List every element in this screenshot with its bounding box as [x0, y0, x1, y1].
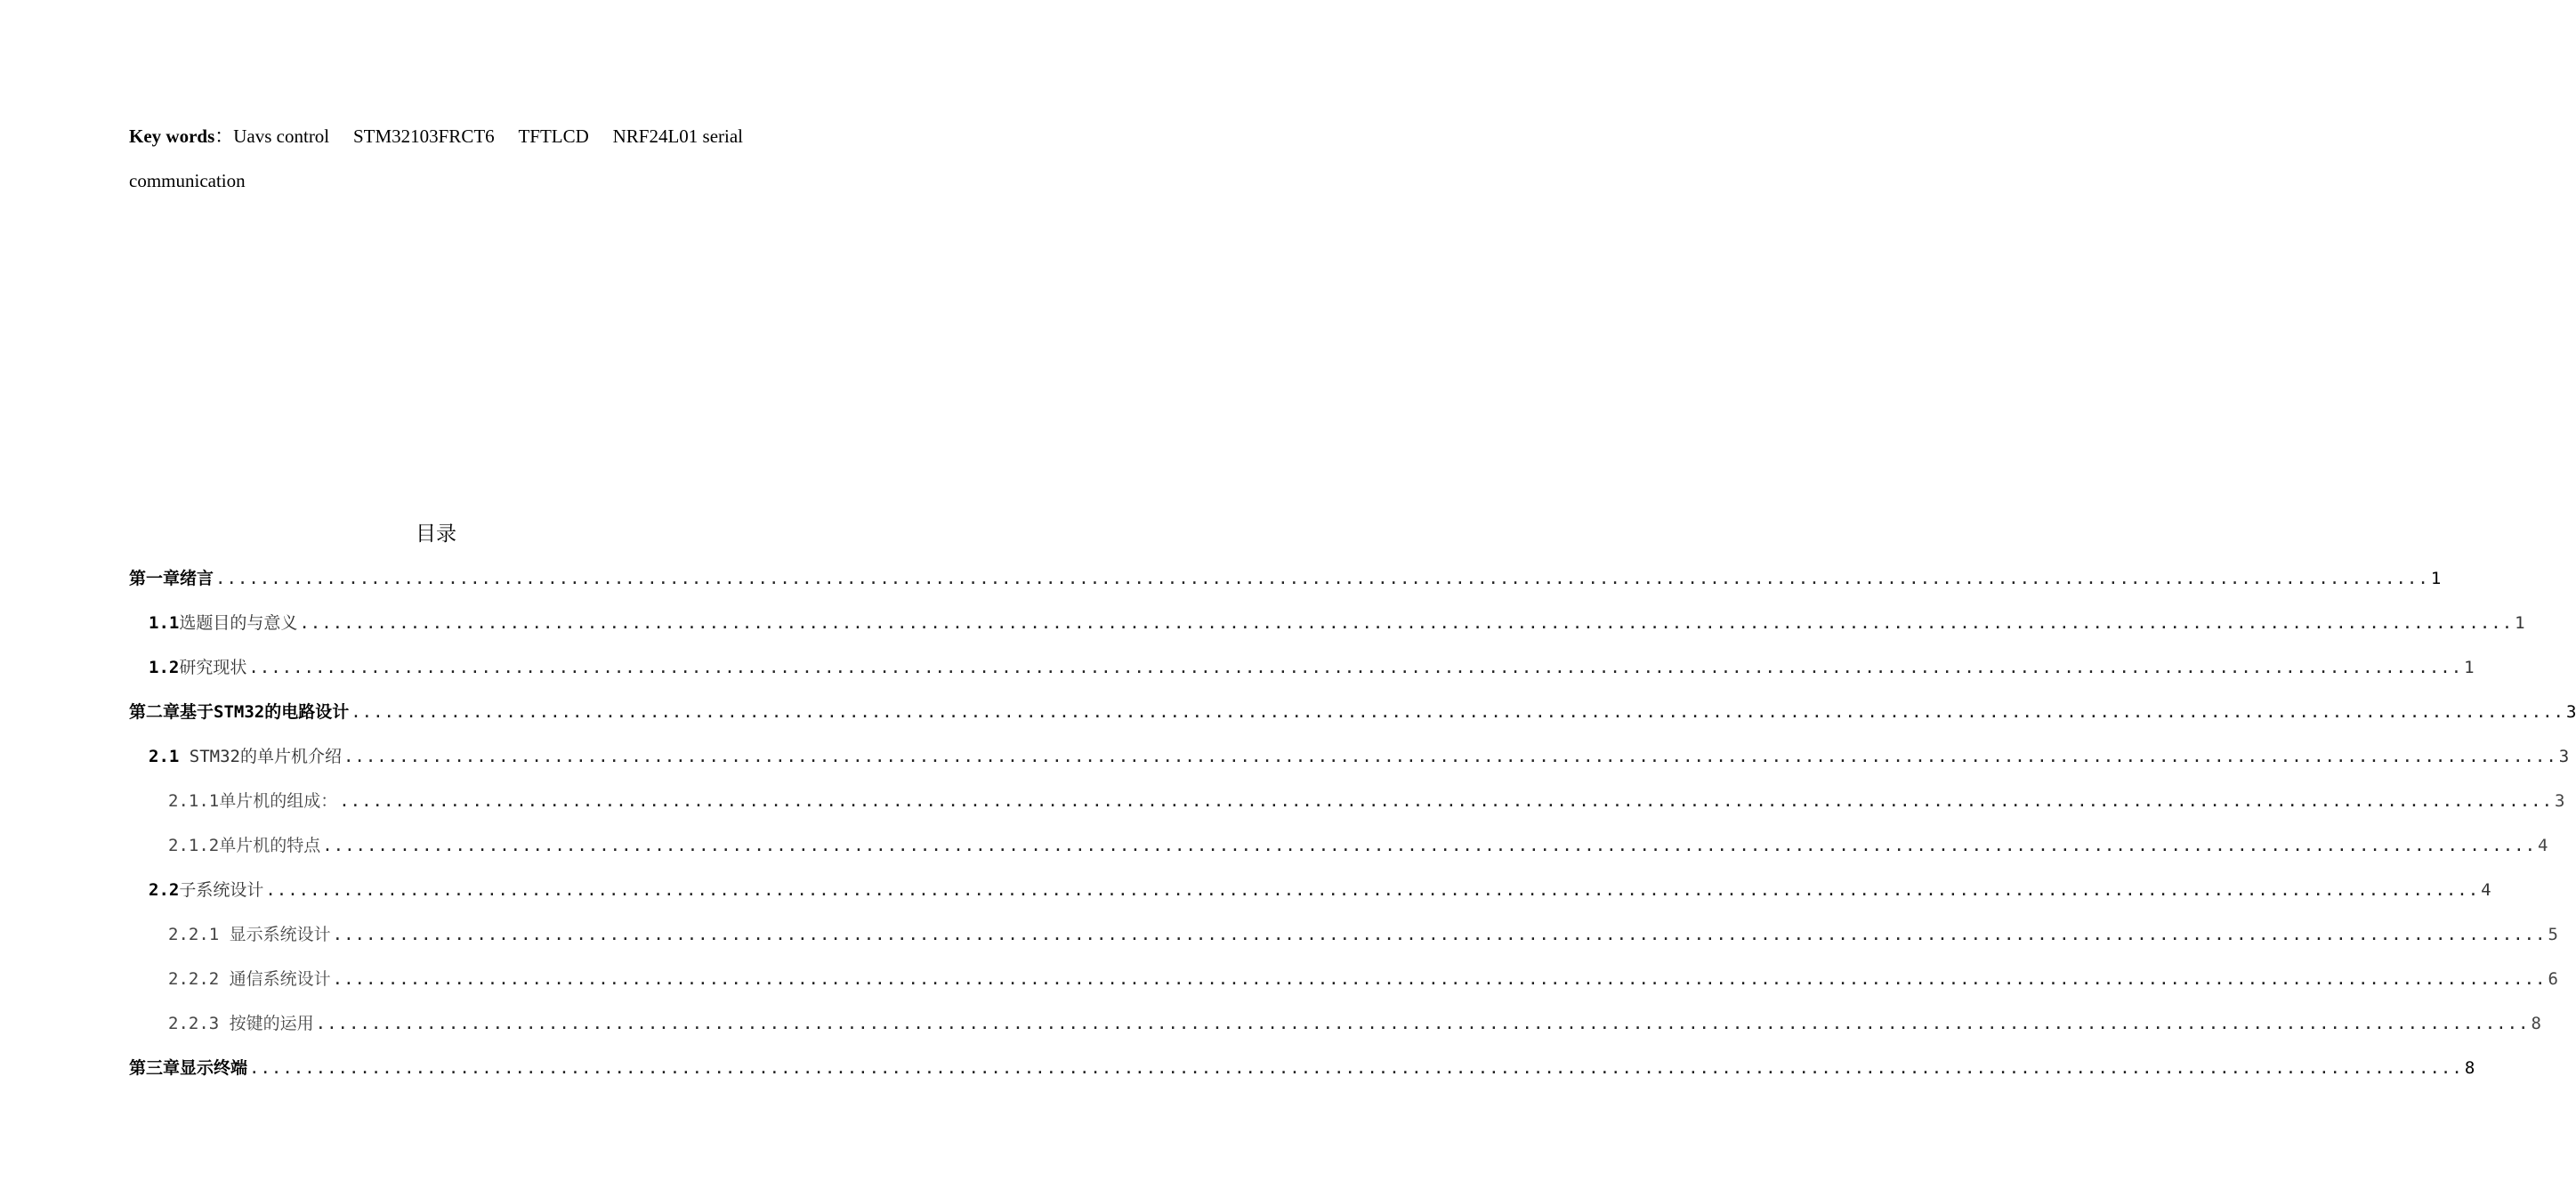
- toc-entry-label-group: [168, 957, 331, 1001]
- keyword-term: NRF24L01 serial: [612, 125, 743, 147]
- toc-dot-leader: ........................................................................................................................................................................................................: [332, 969, 2547, 989]
- toc-entry-page: 1: [2464, 658, 2475, 677]
- toc-entry-number: 2.1.1: [168, 791, 220, 811]
- toc-entry-number: 2.2.3: [168, 1014, 220, 1033]
- toc-entry-label: STM32的单片机介绍: [179, 747, 342, 766]
- toc-entry-1-1[interactable]: [129, 601, 2525, 645]
- toc-entry-number: 2.1.2: [168, 836, 220, 855]
- toc-entry-label-group: [168, 1001, 314, 1046]
- toc-entry-number: 2.2.2: [168, 969, 220, 989]
- toc-entry-label: 研究现状: [179, 658, 247, 677]
- toc-entry-label: 按键的运用: [219, 1014, 314, 1033]
- toc-entry-page: 3: [2566, 702, 2576, 722]
- toc-entry-page: 3: [2558, 747, 2570, 766]
- toc-entry-number: 1.2: [149, 658, 180, 677]
- keyword-term: TFTLCD: [518, 125, 589, 147]
- toc-entry-label-group: [168, 779, 337, 823]
- toc-entry-1-2[interactable]: [129, 645, 2475, 690]
- toc-entry-label: 子系统设计: [179, 880, 264, 900]
- toc-entry-label: 通信系统设计: [219, 969, 331, 989]
- toc-dot-leader: ........................................................................................................................................................................................................: [265, 880, 2480, 900]
- toc-entry-number: 2.2.1: [168, 925, 220, 944]
- toc-entry-2-1[interactable]: [129, 734, 2570, 779]
- keywords-line-2: communication: [129, 170, 246, 191]
- keywords-label: Key words: [129, 125, 215, 147]
- toc-entry-page: 4: [2538, 836, 2548, 855]
- table-of-contents: [129, 556, 2576, 1090]
- toc-entry-page: 1: [2515, 613, 2525, 633]
- toc-entry-label-group: [149, 645, 246, 690]
- toc-entry-page: 3: [2555, 791, 2565, 811]
- keyword-term: STM32103FRCT6: [352, 125, 495, 147]
- toc-entry-label: 单片机的特点: [219, 836, 321, 855]
- toc-dot-leader: ........................................................................................................................................................................................................: [322, 836, 2537, 855]
- toc-dot-leader: ........................................................................................................................................................................................................: [249, 1058, 2463, 1078]
- toc-entry-2-2[interactable]: [129, 868, 2491, 912]
- toc-title: 目录: [416, 522, 456, 546]
- toc-entry-chapter-2[interactable]: [129, 690, 2576, 734]
- toc-dot-leader: ........................................................................................................................................................................................................: [343, 747, 2557, 766]
- toc-dot-leader: ........................................................................................................................................................................................................: [248, 658, 2463, 677]
- toc-entry-2-1-1[interactable]: [129, 779, 2565, 823]
- toc-entry-page: 4: [2481, 880, 2491, 900]
- toc-entry-label-group: [149, 601, 297, 645]
- keyword-term: Uavs control: [233, 125, 330, 147]
- toc-entry-page: 8: [2531, 1014, 2541, 1033]
- toc-entry-number: 2.2: [149, 880, 180, 900]
- toc-entry-page: 8: [2464, 1058, 2475, 1078]
- toc-entry-label-group: [149, 868, 263, 912]
- toc-entry-2-1-2[interactable]: [129, 823, 2548, 868]
- toc-entry-number: 2.1: [149, 747, 180, 766]
- toc-entry-chapter-1[interactable]: [129, 556, 2442, 601]
- toc-entry-label: 第一章绪言: [129, 569, 214, 588]
- toc-entry-label: 显示系统设计: [219, 925, 331, 944]
- toc-entry-label: 单片机的组成：: [219, 791, 338, 811]
- toc-entry-number: 1.1: [149, 613, 180, 633]
- toc-entry-page: 5: [2548, 925, 2558, 944]
- toc-dot-leader: ........................................................................................................................................................................................................: [299, 613, 2514, 633]
- toc-entry-label: 选题目的与意义: [179, 613, 298, 633]
- keywords-paragraph: [129, 114, 743, 203]
- toc-entry-page: 6: [2548, 969, 2558, 989]
- toc-dot-leader: ........................................................................................................................................................................................................: [332, 925, 2547, 944]
- toc-dot-leader: ........................................................................................................................................................................................................: [351, 702, 2564, 722]
- toc-entry-label-group: [149, 734, 342, 779]
- toc-entry-label: 第三章显示终端: [129, 1058, 248, 1078]
- toc-entry-label-group: [168, 912, 331, 957]
- toc-entry-label: 第二章基于STM32的电路设计: [129, 702, 350, 722]
- toc-entry-2-2-1[interactable]: [129, 912, 2558, 957]
- keywords-label-group: [129, 114, 329, 158]
- toc-dot-leader: ........................................................................................................................................................................................................: [339, 791, 2554, 811]
- toc-entry-2-2-3[interactable]: [129, 1001, 2541, 1046]
- keywords-line-1: [129, 114, 743, 158]
- toc-dot-leader: ........................................................................................................................................................................................................: [315, 1014, 2530, 1033]
- toc-entry-page: 1: [2430, 569, 2442, 588]
- toc-entry-2-2-2[interactable]: [129, 957, 2558, 1001]
- toc-entry-chapter-3[interactable]: [129, 1046, 2475, 1090]
- keywords-separator: ：: [214, 125, 234, 147]
- toc-entry-label-group: [168, 823, 320, 868]
- toc-dot-leader: ........................................................................................................................................................................................................: [215, 569, 2429, 588]
